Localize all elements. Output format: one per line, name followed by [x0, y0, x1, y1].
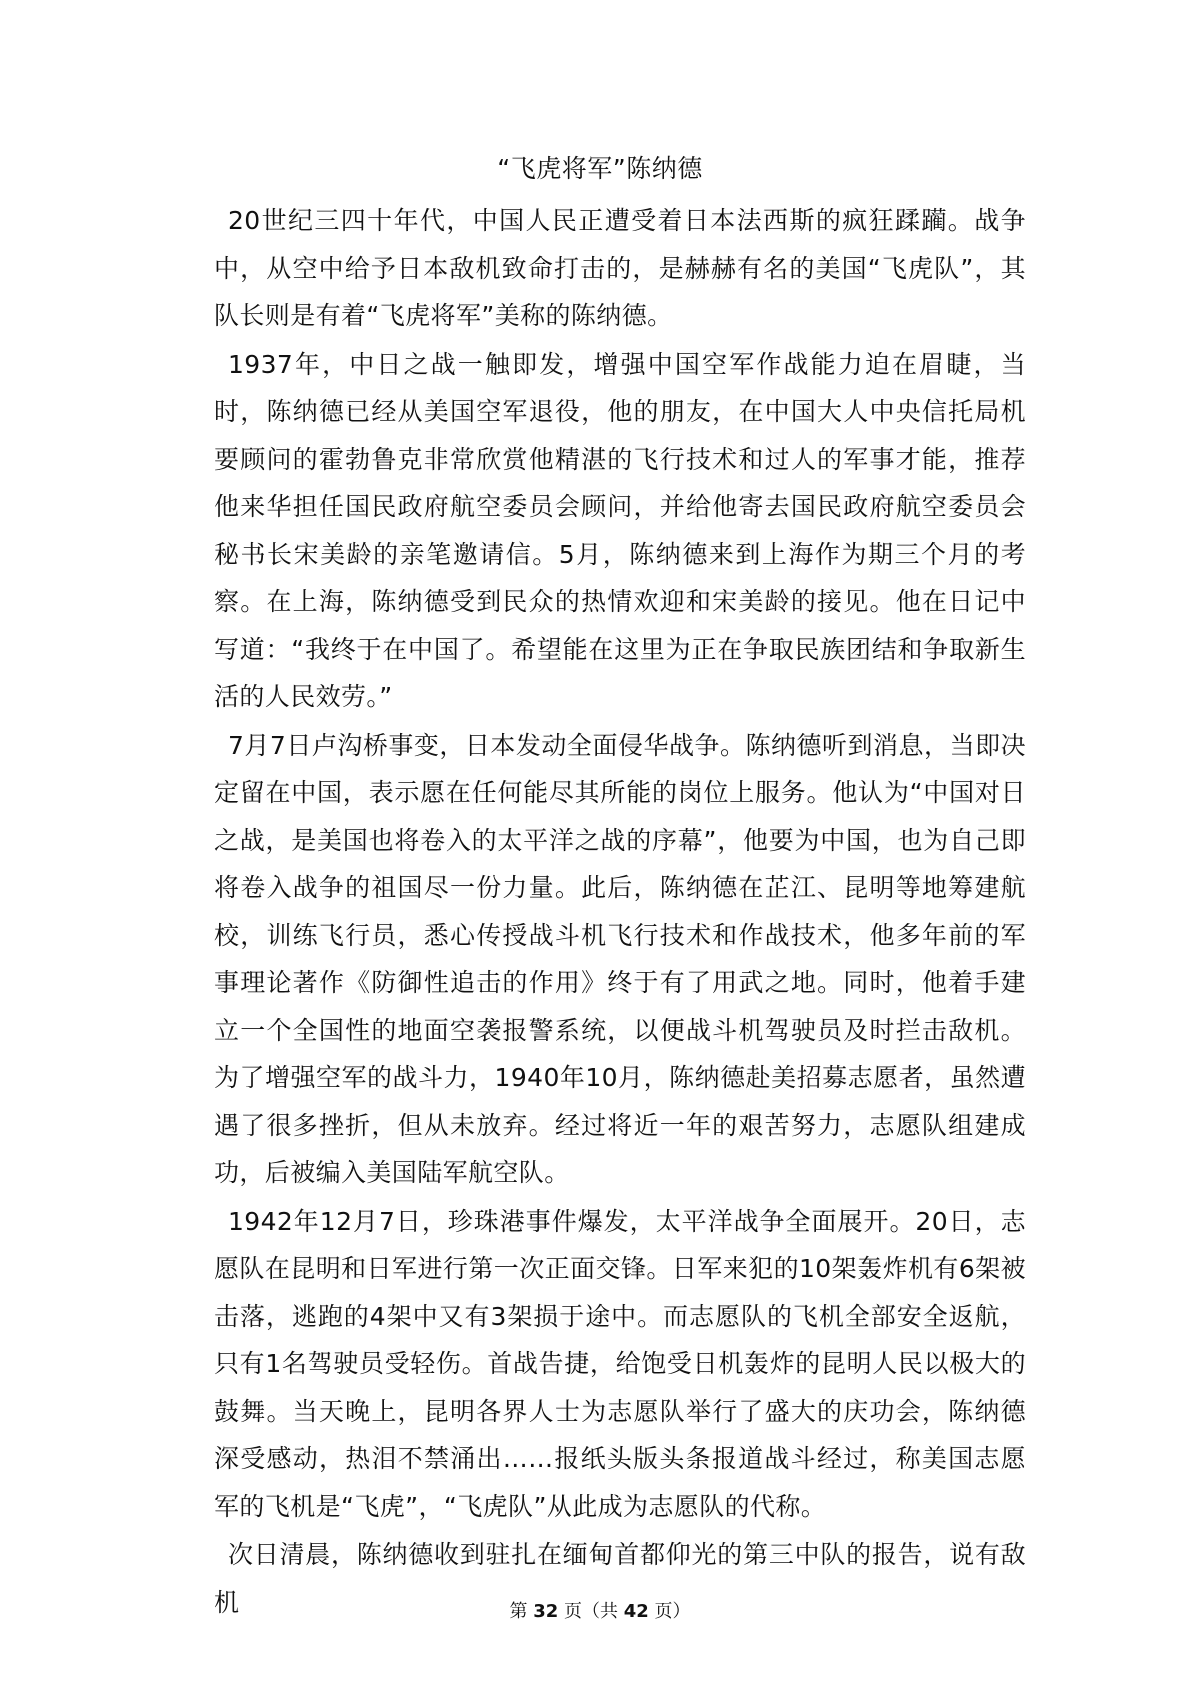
- article-title: “飞虎将军”陈纳德: [497, 154, 703, 183]
- paragraph-4: 1942年12月7日，珍珠港事件爆发，太平洋战争全面展开。20日，志愿队在昆明和日军进行第一次正面交锋。日军来犯的10架轰炸机有6架被击落，逃跑的4架中又有3架损于途中。而志愿队的飞机全部安全返航，只有1名驾驶员受轻伤。首战告捷，给饱受日机轰炸的昆明人民以极大的鼓舞。当天晚上，昆明各界人士为志愿队举行了盛大的庆功会，陈纳德深受感动，热泪不禁涌出……报纸头版头条报道战斗经过，称美国志愿军的飞机是“飞虎”，“飞虎队”从此成为志愿队的代称。: [214, 1206, 1026, 1521]
- total-page-count: 42: [623, 1601, 649, 1622]
- page-footer: [0, 1600, 1200, 1624]
- footer-prefix: 第: [509, 1601, 528, 1622]
- footer-middle: 页（共: [564, 1601, 618, 1622]
- paragraph-5: 次日清晨，陈纳德收到驻扎在缅甸首都仰光的第三中队的报告，说有敌机: [214, 1540, 1026, 1617]
- article-body: [214, 197, 1026, 1626]
- paragraph-2: 1937年，中日之战一触即发，增强中国空军作战能力迫在眉睫，当时，陈纳德已经从美国空军退役，他的朋友，在中国大人中央信托局机要顾问的霍勃鲁克非常欣赏他精湛的飞行技术和过人的军事才能，推荐他来华担任国民政府航空委员会顾问，并给他寄去国民政府航空委员会秘书长宋美龄的亲笔邀请信。5月，陈纳德来到上海作为期三个月的考察。在上海，陈纳德受到民众的热情欢迎和宋美龄的接见。他在日记中写道：“我终于在中国了。希望能在这里为正在争取民族团结和争取新生活的人民效劳。”: [214, 349, 1026, 711]
- footer-suffix: 页）: [654, 1601, 691, 1622]
- paragraph-3: 7月7日卢沟桥事变，日本发动全面侵华战争。陈纳德听到消息，当即决定留在中国，表示愿在任何能尽其所能的岗位上服务。他认为“中国对日之战，是美国也将卷入的太平洋之战的序幕”，他要为中国，也为自己即将卷入战争的祖国尽一份力量。此后，陈纳德在芷江、昆明等地筹建航校，训练飞行员，悉心传授战斗机飞行技术和作战技术，他多年前的军事理论著作《防御性追击的作用》终于有了用武之地。同时，他着手建立一个全国性的地面空袭报警系统，以便战斗机驾驶员及时拦击敌机。为了增强空军的战斗力，1940年10月，陈纳德赴美招募志愿者，虽然遭遇了很多挫折，但从未放弃。经过将近一年的艰苦努力，志愿队组建成功，后被编入美国陆军航空队。: [214, 730, 1026, 1187]
- paragraph-1: 20世纪三四十年代，中国人民正遭受着日本法西斯的疯狂蹂躏。战争中，从空中给予日本敌机致命打击的，是赫赫有名的美国“飞虎队”，其队长则是有着“飞虎将军”美称的陈纳德。: [214, 206, 1026, 330]
- current-page-number: 32: [533, 1601, 559, 1622]
